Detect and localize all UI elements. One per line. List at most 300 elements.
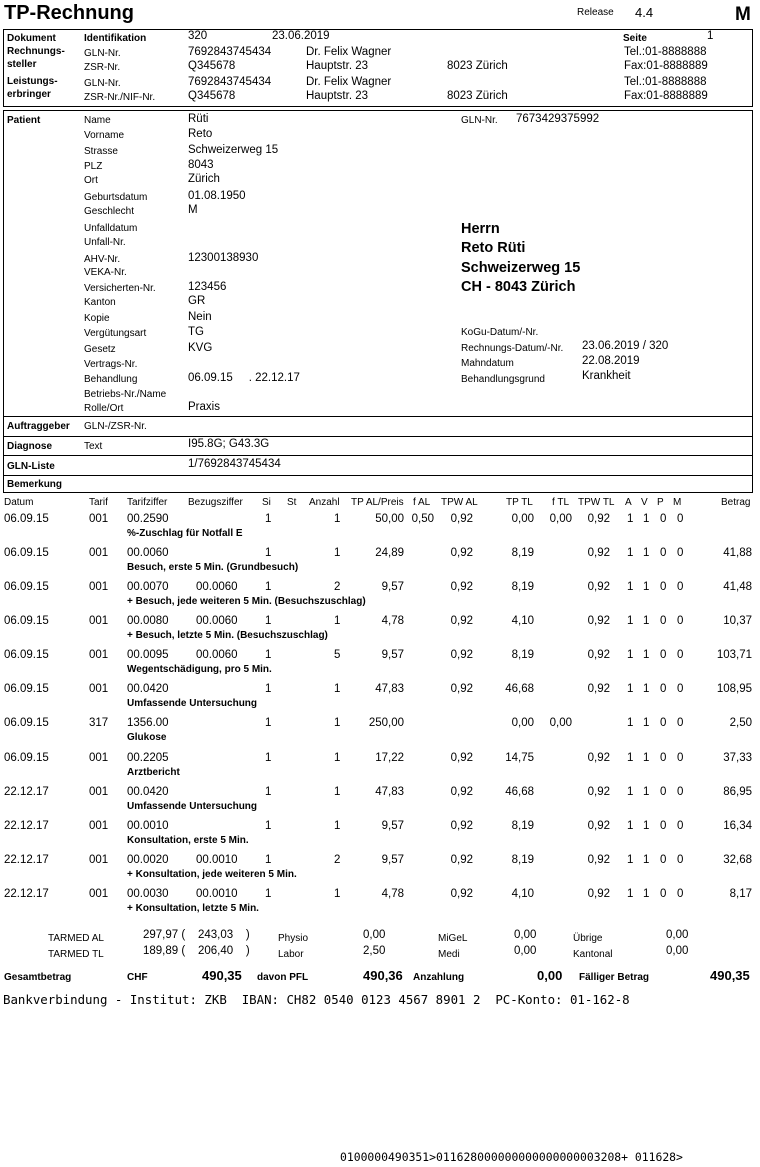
position-datum: 06.09.15 (4, 649, 49, 661)
position-anzahl: 1 (334, 683, 341, 695)
position-tarifziffer: 00.0010 (127, 820, 169, 832)
diagnose-row (3, 436, 753, 456)
position-si: 1 (265, 581, 272, 593)
position-si: 1 (265, 888, 272, 900)
position-betrag: 32,68 (723, 854, 752, 866)
patient-field-value: 06.09.15 . 22.12.17 (188, 372, 300, 384)
position-p: 0 (660, 649, 667, 661)
position-tpw-al: 0,92 (450, 786, 473, 798)
patient-field-value: M (188, 204, 198, 216)
position-tp-al: 47,83 (375, 786, 404, 798)
position-m: 0 (677, 683, 684, 695)
position-description: Arztbericht (127, 767, 180, 778)
patient-field-value: TG (188, 326, 204, 338)
identifikation-date: 23.06.2019 (272, 30, 330, 42)
position-tp-tl: 0,00 (511, 717, 534, 729)
position-row (0, 718, 760, 752)
position-v: 1 (643, 581, 650, 593)
position-anzahl: 5 (334, 649, 341, 661)
position-tpw-tl: 0,92 (587, 820, 610, 832)
auftraggeber-sub: GLN-/ZSR-Nr. (84, 421, 147, 432)
position-m: 0 (677, 581, 684, 593)
rechnungssteller-label-1: Rechnungs- (7, 46, 65, 57)
position-p: 0 (660, 615, 667, 627)
tarmed-al-value: 297,97 ( 243,03 ) (143, 929, 250, 941)
col-tpwtl: TPW TL (578, 497, 615, 508)
position-row (0, 821, 760, 855)
position-anzahl: 2 (334, 854, 341, 866)
patient-field-value: Praxis (188, 401, 220, 413)
patient-field-label: Kopie (84, 313, 110, 324)
position-m: 0 (677, 513, 684, 525)
patient-field-value: GR (188, 295, 206, 307)
faelliger-betrag-label: Fälliger Betrag (579, 972, 650, 983)
position-description: + Konsultation, letzte 5 Min. (127, 903, 259, 914)
position-a: 1 (627, 854, 634, 866)
patient-field-value: 8043 (188, 159, 214, 171)
position-tp-al: 9,57 (381, 854, 404, 866)
position-a: 1 (627, 547, 634, 559)
leistungserbringer-label-1: Leistungs- (7, 76, 58, 87)
col-bezugsziffer: Bezugsziffer (188, 497, 243, 508)
position-tp-tl: 46,68 (505, 786, 534, 798)
position-tarif: 001 (89, 752, 109, 764)
position-anzahl: 2 (334, 581, 341, 593)
position-anzahl: 1 (334, 717, 341, 729)
rechnungsdatum-value: 23.06.2019 / 320 (582, 340, 669, 352)
patient-field-label: Vergütungsart (84, 328, 147, 339)
position-tp-al: 47,83 (375, 683, 404, 695)
position-a: 1 (627, 615, 634, 627)
position-datum: 06.09.15 (4, 581, 49, 593)
anzahlung-value: 0,00 (537, 968, 563, 983)
position-tarif: 001 (89, 786, 109, 798)
position-si: 1 (265, 615, 272, 627)
position-f-tl: 0,00 (549, 513, 572, 525)
position-betrag: 108,95 (716, 683, 752, 695)
position-a: 1 (627, 888, 634, 900)
position-anzahl: 1 (334, 615, 341, 627)
position-tarif: 001 (89, 888, 109, 900)
position-m: 0 (677, 717, 684, 729)
position-a: 1 (627, 717, 634, 729)
bemerkung-label: Bemerkung (7, 479, 63, 490)
position-tpw-al: 0,92 (450, 888, 473, 900)
position-tarifziffer: 00.0080 (127, 615, 169, 627)
position-p: 0 (660, 547, 667, 559)
position-description: + Besuch, letzte 5 Min. (Besuchszuschlag) (127, 630, 328, 641)
position-anzahl: 1 (334, 752, 341, 764)
position-tp-al: 9,57 (381, 581, 404, 593)
labor-value: 2,50 (363, 945, 386, 957)
position-tarifziffer: 00.0060 (127, 547, 169, 559)
position-description: + Konsultation, jede weiteren 5 Min. (127, 869, 297, 880)
position-datum: 06.09.15 (4, 717, 49, 729)
diagnose-value: I95.8G; G43.3G (188, 438, 270, 450)
position-tp-tl: 8,19 (511, 854, 534, 866)
position-description: %-Zuschlag für Notfall E (127, 528, 243, 539)
col-ftl: f TL (552, 497, 570, 508)
le-gln-label: GLN-Nr. (84, 78, 121, 89)
patient-field-label: Name (84, 115, 111, 126)
position-tpw-al: 0,92 (450, 615, 473, 627)
position-tarifziffer: 00.2205 (127, 752, 169, 764)
position-tpw-tl: 0,92 (587, 854, 610, 866)
col-st: St (287, 497, 297, 508)
position-tarif: 001 (89, 547, 109, 559)
position-tpw-al: 0,92 (450, 752, 473, 764)
le-street: Hauptstr. 23 (306, 90, 369, 102)
position-description: Wegentschädigung, pro 5 Min. (127, 664, 272, 675)
tarmed-tl-value: 189,89 ( 206,40 ) (143, 945, 250, 957)
release-label: Release (577, 7, 614, 18)
position-tpw-al: 0,92 (450, 581, 473, 593)
rs-zsr-label: ZSR-Nr. (84, 62, 121, 73)
position-v: 1 (643, 513, 650, 525)
position-row (0, 514, 760, 548)
position-tarif: 001 (89, 513, 109, 525)
position-v: 1 (643, 717, 650, 729)
le-tel: Tel.:01-8888888 (624, 76, 707, 88)
patient-field-label: Vertrags-Nr. (84, 359, 138, 370)
position-tarifziffer: 00.0020 (127, 854, 169, 866)
position-v: 1 (643, 786, 650, 798)
position-p: 0 (660, 786, 667, 798)
physio-label: Physio (278, 933, 309, 944)
position-tpw-al: 0,92 (450, 683, 473, 695)
position-betrag: 8,17 (729, 888, 752, 900)
patient-field-value: Reto (188, 128, 213, 140)
position-p: 0 (660, 854, 667, 866)
col-v: V (641, 497, 648, 508)
patient-field-label: Strasse (84, 146, 118, 157)
position-tarif: 001 (89, 854, 109, 866)
position-betrag: 41,48 (723, 581, 752, 593)
behandlungsgrund-value: Krankheit (582, 370, 631, 382)
position-description: Besuch, erste 5 Min. (Grundbesuch) (127, 562, 299, 573)
pfl-label: davon PFL (257, 972, 309, 983)
position-row (0, 855, 760, 889)
seite-label: Seite (623, 33, 647, 44)
identifikation-label: Identifikation (84, 33, 147, 44)
col-a: A (625, 497, 632, 508)
patient-gln-label: GLN-Nr. (461, 115, 498, 126)
position-tp-al: 24,89 (375, 547, 404, 559)
patient-field-label: Rolle/Ort (84, 403, 124, 414)
position-m: 0 (677, 547, 684, 559)
position-si: 1 (265, 649, 272, 661)
position-p: 0 (660, 513, 667, 525)
uebrige-value: 0,00 (666, 929, 689, 941)
position-tarif: 001 (89, 615, 109, 627)
bank-details: Bankverbindung - Institut: ZKB IBAN: CH82 0540 0123 4567 8901 2 PC-Konto: 01-162-8 (3, 992, 630, 1007)
position-datum: 22.12.17 (4, 820, 49, 832)
rs-zsr-value: Q345678 (188, 60, 236, 72)
position-tp-tl: 46,68 (505, 683, 534, 695)
position-p: 0 (660, 888, 667, 900)
position-a: 1 (627, 683, 634, 695)
patient-field-label: AHV-Nr. (84, 254, 121, 265)
position-tp-tl: 8,19 (511, 581, 534, 593)
le-gln-value: 7692843745434 (188, 76, 272, 88)
position-tp-al: 250,00 (368, 717, 404, 729)
position-row (0, 889, 760, 923)
position-tpw-al: 0,92 (450, 820, 473, 832)
migel-label: MiGeL (438, 933, 468, 944)
position-tarifziffer: 00.0030 (127, 888, 169, 900)
position-tpw-tl: 0,92 (587, 615, 610, 627)
rechnungssteller-label-2: steller (7, 59, 37, 70)
col-tptl: TP TL (506, 497, 533, 508)
position-m: 0 (677, 752, 684, 764)
position-tp-tl: 4,10 (511, 888, 534, 900)
position-tpw-al: 0,92 (450, 649, 473, 661)
rs-gln-label: GLN-Nr. (84, 48, 121, 59)
position-tarif: 001 (89, 581, 109, 593)
position-tarifziffer: 1356.00 (127, 717, 169, 729)
kantonal-label: Kantonal (573, 949, 613, 960)
esr-code-line: 0100000490351>011628000000000000000003208+ 011628> (340, 1150, 683, 1164)
position-m: 0 (677, 649, 684, 661)
col-si: Si (262, 497, 271, 508)
position-tarif: 001 (89, 649, 109, 661)
gln-liste-value: 1/7692843745434 (188, 458, 281, 470)
position-description: Umfassende Untersuchung (127, 801, 258, 812)
position-a: 1 (627, 786, 634, 798)
position-datum: 22.12.17 (4, 888, 49, 900)
position-tp-al: 9,57 (381, 820, 404, 832)
rs-city: 8023 Zürich (447, 60, 508, 72)
position-v: 1 (643, 615, 650, 627)
position-tp-tl: 8,19 (511, 649, 534, 661)
gesamtbetrag-label: Gesamtbetrag (4, 972, 72, 983)
physio-value: 0,00 (363, 929, 386, 941)
position-si: 1 (265, 820, 272, 832)
position-row (0, 650, 760, 684)
medi-value: 0,00 (514, 945, 537, 957)
position-description: Konsultation, erste 5 Min. (127, 835, 249, 846)
patient-field-label: Unfalldatum (84, 223, 138, 234)
position-tpw-al: 0,92 (450, 854, 473, 866)
position-betrag: 2,50 (729, 717, 752, 729)
position-betrag: 37,33 (723, 752, 752, 764)
position-si: 1 (265, 786, 272, 798)
patient-field-label: Kanton (84, 297, 116, 308)
position-a: 1 (627, 513, 634, 525)
position-tpw-tl: 0,92 (587, 547, 610, 559)
tarmed-tl-label: TARMED TL (48, 949, 104, 960)
patient-field-value: 12300138930 (188, 252, 259, 264)
release-value: 4.4 (635, 5, 654, 20)
mahndatum-label: Mahndatum (461, 358, 514, 369)
position-tpw-tl: 0,92 (587, 888, 610, 900)
kogu-label: KoGu-Datum/-Nr. (461, 327, 539, 338)
tarmed-al-label: TARMED AL (48, 933, 104, 944)
position-v: 1 (643, 888, 650, 900)
position-tpw-tl: 0,92 (587, 683, 610, 695)
position-tp-tl: 4,10 (511, 615, 534, 627)
leistungserbringer-label-2: erbringer (7, 89, 51, 100)
position-description: Glukose (127, 732, 167, 743)
position-v: 1 (643, 854, 650, 866)
position-datum: 06.09.15 (4, 615, 49, 627)
gln-liste-label: GLN-Liste (7, 461, 55, 472)
rs-tel: Tel.:01-8888888 (624, 46, 707, 58)
position-tpw-tl: 0,92 (587, 786, 610, 798)
position-tp-al: 17,22 (375, 752, 404, 764)
position-m: 0 (677, 854, 684, 866)
le-fax: Fax:01-8888889 (624, 90, 708, 102)
uebrige-label: Übrige (573, 933, 603, 944)
position-f-tl: 0,00 (549, 717, 572, 729)
position-si: 1 (265, 854, 272, 866)
position-tarif: 001 (89, 683, 109, 695)
address-line-city: CH - 8043 Zürich (461, 279, 576, 295)
position-tpw-tl: 0,92 (587, 752, 610, 764)
position-m: 0 (677, 786, 684, 798)
dokument-label: Dokument (7, 33, 56, 44)
position-betrag: 16,34 (723, 820, 752, 832)
le-zsr-value: Q345678 (188, 90, 236, 102)
patient-field-label: Unfall-Nr. (84, 237, 126, 248)
patient-field-label: Gesetz (84, 344, 116, 355)
col-tpwal: TPW AL (441, 497, 478, 508)
diagnose-label: Diagnose (7, 441, 53, 452)
diagnose-sub: Text (84, 441, 103, 452)
position-tpw-al: 0,92 (450, 547, 473, 559)
position-m: 0 (677, 615, 684, 627)
address-line-salutation: Herrn (461, 221, 500, 237)
rs-street: Hauptstr. 23 (306, 60, 369, 72)
labor-label: Labor (278, 949, 304, 960)
position-tp-al: 4,78 (381, 615, 404, 627)
patient-field-value: Zürich (188, 173, 220, 185)
patient-field-label: Vorname (84, 130, 125, 141)
position-si: 1 (265, 752, 272, 764)
position-row (0, 616, 760, 650)
position-v: 1 (643, 649, 650, 661)
seite-value: 1 (707, 30, 714, 42)
mode-letter: M (735, 4, 751, 25)
position-datum: 06.09.15 (4, 513, 49, 525)
kantonal-value: 0,00 (666, 945, 689, 957)
faelliger-betrag-value: 490,35 (710, 968, 750, 983)
position-tp-tl: 8,19 (511, 547, 534, 559)
position-tarif: 317 (89, 717, 109, 729)
col-fal: f AL (413, 497, 431, 508)
position-description: Umfassende Untersuchung (127, 698, 258, 709)
position-betrag: 86,95 (723, 786, 752, 798)
address-line-name: Reto Rüti (461, 240, 526, 256)
patient-field-value: KVG (188, 342, 213, 354)
col-m: M (673, 497, 682, 508)
patient-field-label: Betriebs-Nr./Name (84, 389, 167, 400)
rs-gln-value: 7692843745434 (188, 46, 272, 58)
le-city: 8023 Zürich (447, 90, 508, 102)
address-line-street: Schweizerweg 15 (461, 260, 581, 276)
medi-label: Medi (438, 949, 460, 960)
position-bezugsziffer: 00.0010 (196, 854, 238, 866)
patient-section-label: Patient (7, 115, 41, 126)
position-tarifziffer: 00.2590 (127, 513, 169, 525)
col-tpal: TP AL/Preis (351, 497, 404, 508)
rs-fax: Fax:01-8888889 (624, 60, 708, 72)
position-tpw-tl: 0,92 (587, 581, 610, 593)
position-datum: 22.12.17 (4, 786, 49, 798)
position-datum: 22.12.17 (4, 854, 49, 866)
position-bezugsziffer: 00.0060 (196, 581, 238, 593)
behandlungsgrund-label: Behandlungsgrund (461, 374, 545, 385)
position-tp-tl: 0,00 (511, 513, 534, 525)
col-betrag: Betrag (721, 497, 751, 508)
position-tpw-al: 0,92 (450, 513, 473, 525)
position-bezugsziffer: 00.0060 (196, 649, 238, 661)
patient-field-value: Nein (188, 311, 212, 323)
patient-field-label: Behandlung (84, 374, 138, 385)
col-p: P (657, 497, 664, 508)
position-m: 0 (677, 888, 684, 900)
position-tarifziffer: 00.0095 (127, 649, 169, 661)
position-tp-al: 9,57 (381, 649, 404, 661)
position-row (0, 582, 760, 616)
le-zsr-label: ZSR-Nr./NIF-Nr. (84, 92, 156, 103)
pfl-value: 490,36 (363, 968, 403, 983)
patient-field-value: 01.08.1950 (188, 190, 246, 202)
position-datum: 06.09.15 (4, 752, 49, 764)
position-bezugsziffer: 00.0060 (196, 615, 238, 627)
position-datum: 06.09.15 (4, 683, 49, 695)
position-row (0, 684, 760, 718)
position-tarifziffer: 00.0070 (127, 581, 169, 593)
col-tarif: Tarif (89, 497, 108, 508)
position-row (0, 548, 760, 582)
position-anzahl: 1 (334, 513, 341, 525)
patient-field-label: Geschlecht (84, 206, 135, 217)
position-a: 1 (627, 752, 634, 764)
patient-field-value: Schweizerweg 15 (188, 144, 279, 156)
position-a: 1 (627, 649, 634, 661)
position-tarifziffer: 00.0420 (127, 683, 169, 695)
position-si: 1 (265, 547, 272, 559)
position-p: 0 (660, 581, 667, 593)
position-a: 1 (627, 820, 634, 832)
position-anzahl: 1 (334, 786, 341, 798)
patient-field-label: PLZ (84, 161, 103, 172)
patient-field-label: Ort (84, 175, 98, 186)
rechnungsdatum-label: Rechnungs-Datum/-Nr. (461, 343, 564, 354)
gesamtbetrag-value: 490,35 (202, 968, 242, 983)
document-title: TP-Rechnung (4, 2, 134, 24)
patient-gln-value: 7673429375992 (516, 113, 600, 125)
position-tarifziffer: 00.0420 (127, 786, 169, 798)
position-betrag: 41,88 (723, 547, 752, 559)
identifikation-value: 320 (188, 30, 208, 42)
patient-field-value: 123456 (188, 281, 227, 293)
position-v: 1 (643, 820, 650, 832)
position-p: 0 (660, 717, 667, 729)
auftraggeber-label: Auftraggeber (7, 421, 70, 432)
position-betrag: 103,71 (716, 649, 752, 661)
chf-label: CHF (127, 972, 148, 983)
position-tp-tl: 14,75 (505, 752, 534, 764)
position-v: 1 (643, 683, 650, 695)
position-tp-al: 50,00 (375, 513, 404, 525)
le-name: Dr. Felix Wagner (306, 76, 392, 88)
position-v: 1 (643, 752, 650, 764)
position-f-al: 0,50 (411, 513, 434, 525)
migel-value: 0,00 (514, 929, 537, 941)
patient-field-label: Versicherten-Nr. (84, 283, 156, 294)
